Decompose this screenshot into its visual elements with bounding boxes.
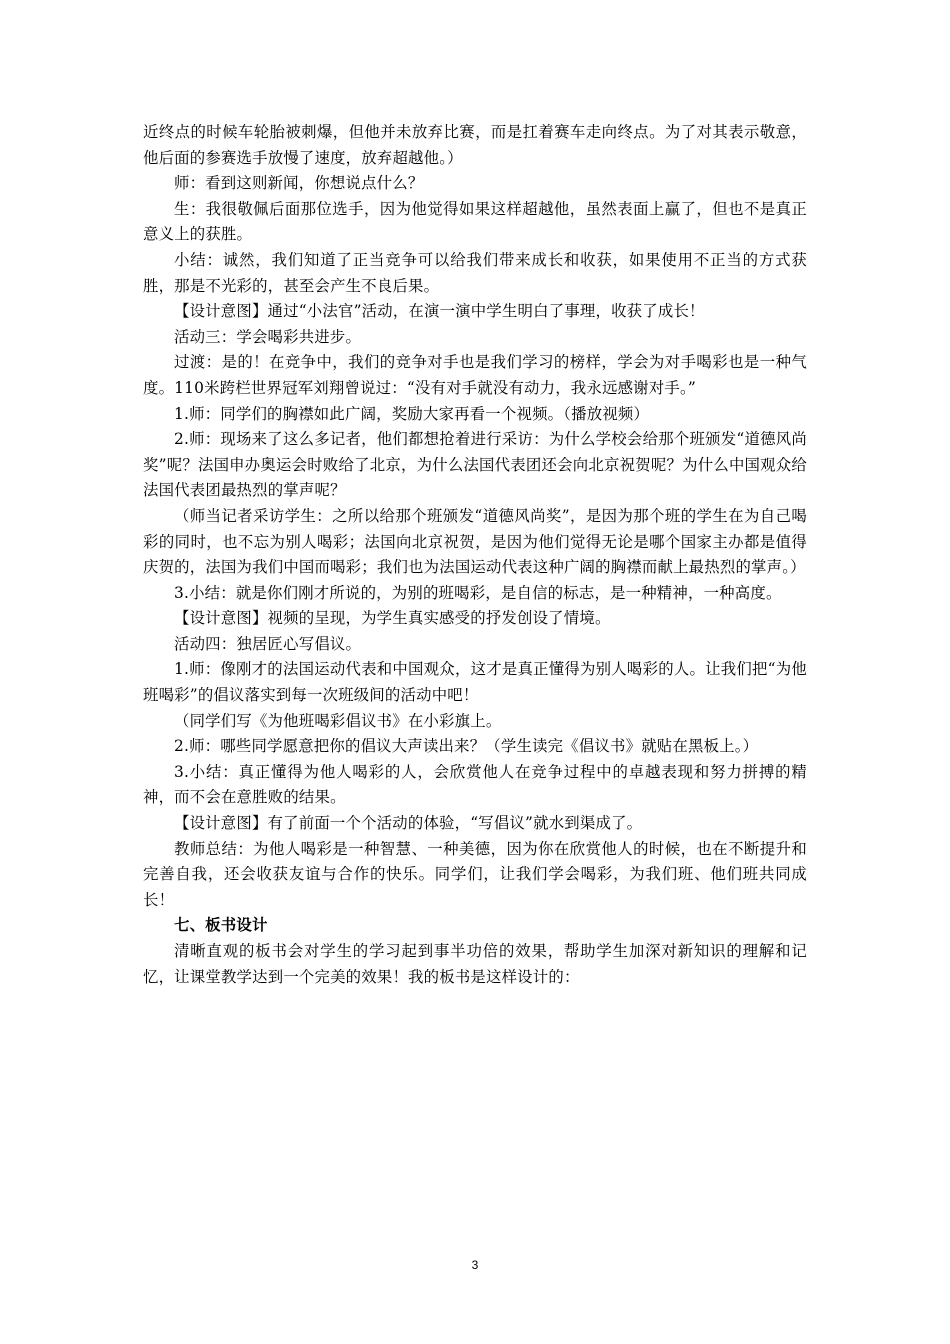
paragraph: 3.小结：真正懂得为他人喝彩的人，会欣赏他人在竞争过程中的卓越表现和努力拼搏的精神，而不会在意胜败的结果。 [143,762,807,807]
paragraph: 1.师：同学们的胸襟如此广阔，奖励大家再看一个视频。（播放视频） [174,404,650,423]
paragraph: 近终点的时候车轮胎被刺爆，但他并未放弃比赛，而是扛着赛车走向终点。为了对其表示敬意，他后面的参赛选手放慢了速度，放弃超越他。） [143,123,807,167]
paragraph: 1.师：像刚才的法国运动代表和中国观众，这才是真正懂得为别人喝彩的人。让我们把“为他班喝彩”的倡议落实到每一次班级间的活动中吧！ [143,660,807,705]
paragraph: （师当记者采访学生：之所以给那个班颁发“道德风尚奖”，是因为那个班的学生在为自己喝彩的同时，也不忘为别人喝彩；法国向北京祝贺，是因为他们觉得无论是哪个国家主办都是值得庆贺的，法国为我们中国而喝彩；我们也为法国运动代表这种广阔的胸襟而献上最热烈的掌声。） [143,506,807,577]
paragraph: 3.小结：就是你们刚才所说的，为别的班喝彩，是自信的标志，是一种精神，一种高度。 [174,583,782,602]
paragraph: 2.师：哪些同学愿意把你的倡议大声读出来？（学生读完《倡议书》就贴在黑板上。） [174,737,759,756]
teacher-summary-paragraph: 教师总结：为他人喝彩是一种智慧、一种美德，因为你在欣赏他人的时候，也在不断提升和完善自我，还会收获友谊与合作的快乐。同学们，让我们学会喝彩，为我们班、他们班共同成长！ [143,839,807,909]
body-text [143,120,807,990]
design-intent-paragraph: 【设计意图】视频的呈现，为学生真实感受的抒发创设了情境。 [174,609,611,628]
paragraph: （同学们写《为他班喝彩倡议书》在小彩旗上。 [174,711,502,730]
paragraph: 师：看到这则新闻，你想说点什么？ [174,174,424,193]
design-intent-paragraph: 【设计意图】通过“小法官”活动，在演一演中学生明白了事理，收获了成长！ [174,302,705,321]
paragraph: 过渡：是的！在竞争中，我们的竞争对手也是我们学习的榜样，学会为对手喝彩也是一种气度。110米跨栏世界冠军刘翔曾说过：“没有对手就没有动力，我永远感谢对手。” [143,353,807,397]
activity-heading: 活动三：学会喝彩共进步。 [174,327,362,346]
paragraph: 生：我很敬佩后面那位选手，因为他觉得如果这样超越他，虽然表面上赢了，但也不是真正意义上的获胜。 [143,199,807,244]
activity-heading: 活动四：独居匠心写倡议。 [174,634,362,653]
closing-paragraph: 清晰直观的板书会对学生的学习起到事半功倍的效果，帮助学生加深对新知识的理解和记忆，让课堂教学达到一个完美的效果！我的板书是这样设计的： [143,942,807,986]
section-heading: 七、板书设计 [174,916,268,935]
paragraph: 小结：诚然，我们知道了正当竞争可以给我们带来成长和收获，如果使用不正当的方式获胜，那是不光彩的，甚至会产生不良后果。 [143,250,807,295]
paragraph: 2.师：现场来了这么多记者，他们都想抢着进行采访：为什么学校会给那个班颁发“道德风尚奖”呢？法国申办奥运会时败给了北京，为什么法国代表团还会向北京祝贺呢？为什么中国观众给法国代表团最热烈的掌声呢？ [143,430,807,500]
design-intent-paragraph: 【设计意图】有了前面一个个活动的体验，“写倡议”就水到渠成了。 [174,814,643,833]
page-number: 3 [471,1258,479,1272]
